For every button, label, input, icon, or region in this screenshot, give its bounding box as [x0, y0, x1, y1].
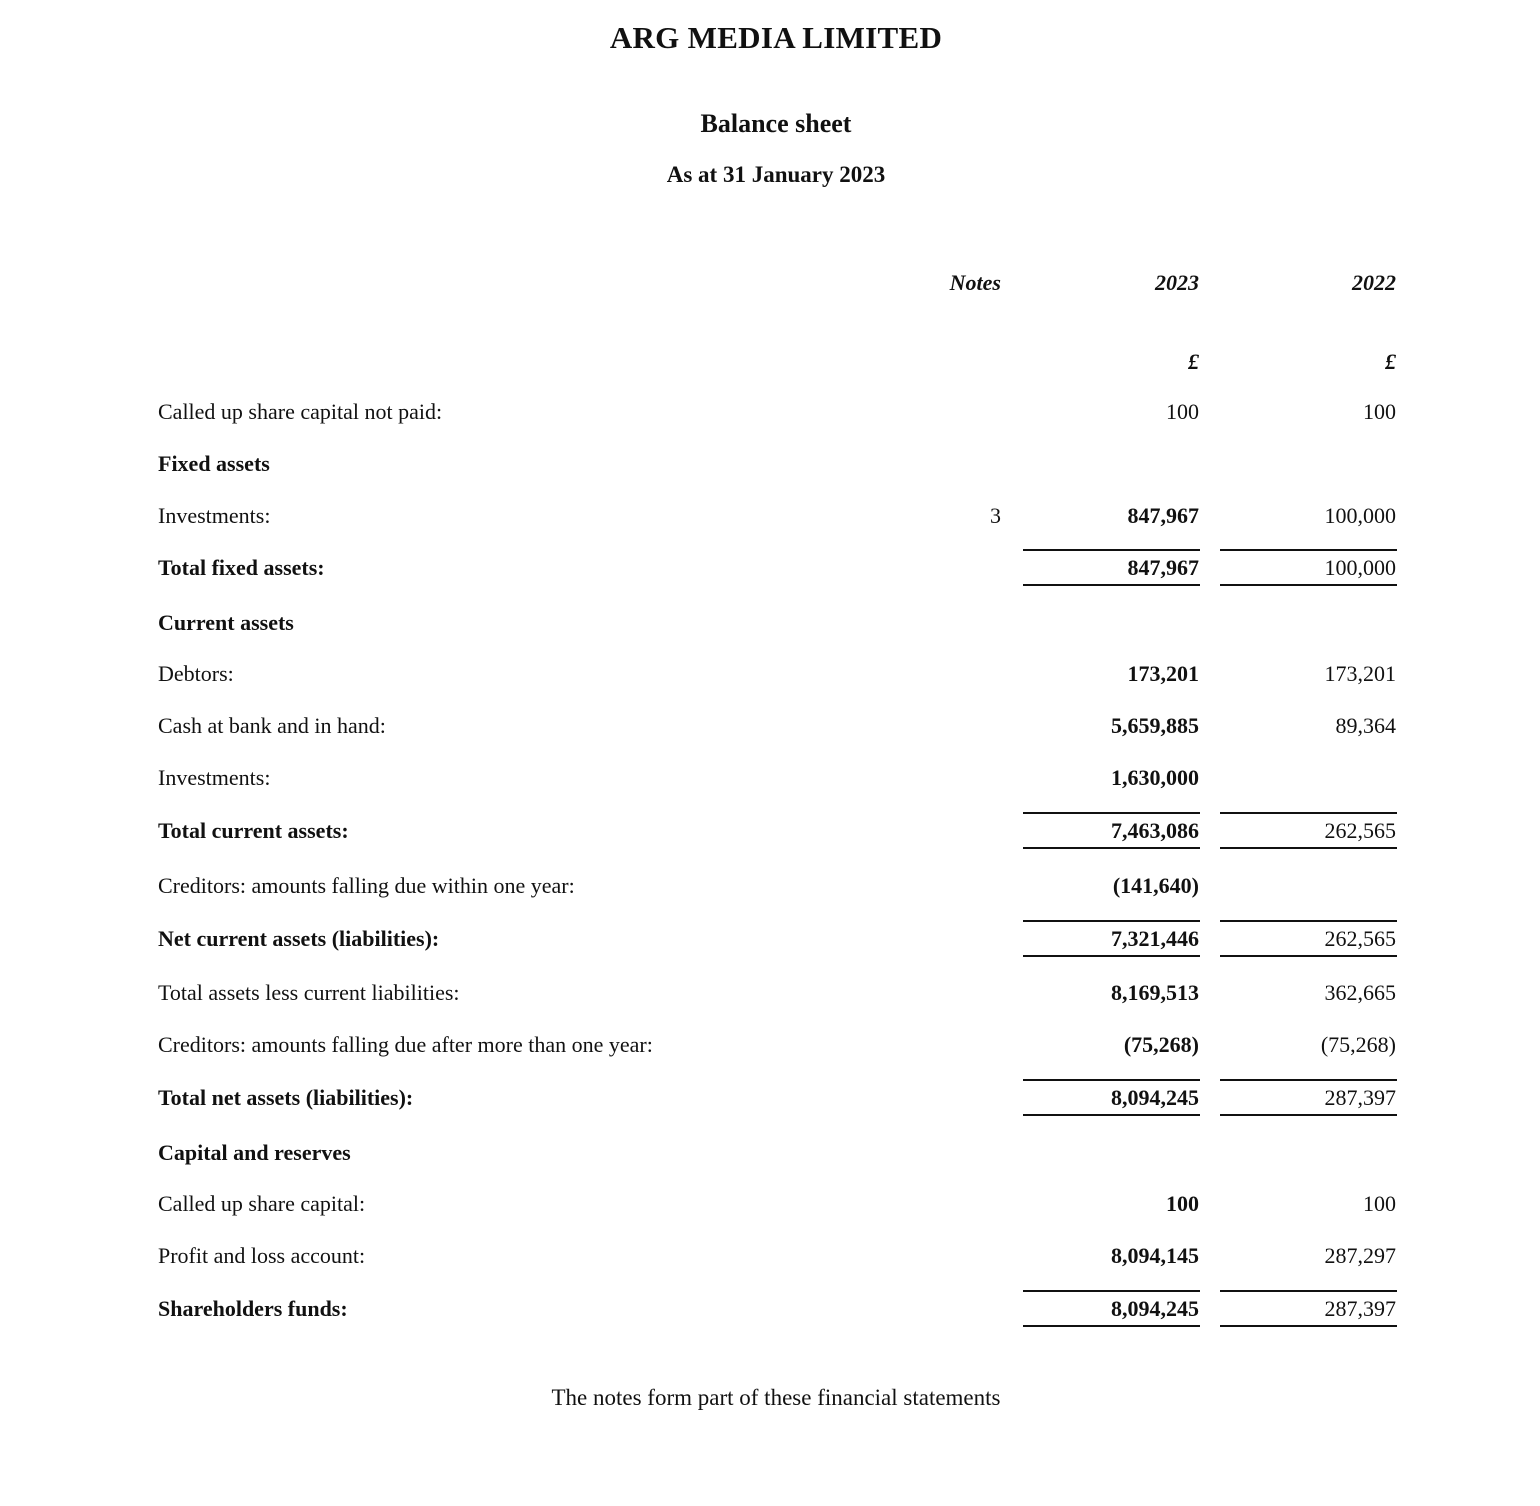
rule-line	[1220, 1290, 1397, 1292]
currency-2022: £	[1385, 349, 1396, 374]
value-2022: 262,565	[1324, 926, 1396, 951]
value-2023: 173,201	[1127, 661, 1199, 686]
rule-line	[1023, 955, 1200, 957]
value-2023: 7,463,086	[1111, 818, 1199, 843]
value-2022: (75,268)	[1320, 1032, 1396, 1057]
row-label: Cash at bank and in hand:	[158, 713, 386, 738]
column-header-2022: 2022	[1352, 270, 1396, 295]
row-label: Total assets less current liabilities:	[158, 980, 460, 1005]
value-2023: (75,268)	[1123, 1032, 1199, 1057]
rule-line	[1220, 1325, 1397, 1327]
row-label: Called up share capital not paid:	[158, 399, 443, 424]
value-2022: 173,201	[1324, 661, 1396, 686]
rule-line	[1023, 847, 1200, 849]
row-total-assets-less-cl	[0, 980, 1540, 1010]
rule-line	[1023, 1325, 1200, 1327]
value-2023: 8,169,513	[1111, 980, 1199, 1005]
rule-line	[1220, 955, 1397, 957]
row-total-current-assets	[0, 818, 1540, 848]
value-2023: 7,321,446	[1111, 926, 1199, 951]
row-net-current-assets	[0, 926, 1540, 956]
row-label: Net current assets (liabilities):	[158, 926, 440, 951]
note-ref: 3	[990, 503, 1001, 528]
row-label: Creditors: amounts falling due within one year:	[158, 873, 575, 898]
row-shareholders-funds	[0, 1296, 1540, 1326]
row-label: Profit and loss account:	[158, 1243, 366, 1268]
value-2023: 1,630,000	[1111, 765, 1199, 790]
section-heading: Fixed assets	[158, 451, 270, 476]
rule-line	[1023, 920, 1200, 922]
currency-2023: £	[1188, 349, 1199, 374]
row-creditors-within-year	[0, 873, 1540, 903]
row-label: Total current assets:	[158, 818, 349, 843]
footer-note: The notes form part of these financial statements	[551, 1385, 1001, 1410]
rule-line	[1220, 812, 1397, 814]
row-label: Called up share capital:	[158, 1191, 366, 1216]
rule-line	[1220, 1079, 1397, 1081]
value-2023: 847,967	[1127, 555, 1199, 580]
value-2022: 89,364	[1335, 713, 1396, 738]
row-label: Investments:	[158, 765, 271, 790]
rule-line	[1023, 812, 1200, 814]
row-called-up-share-capital	[0, 1191, 1540, 1221]
value-2023: 5,659,885	[1111, 713, 1199, 738]
rule-line	[1220, 584, 1397, 586]
value-2022: 100	[1363, 399, 1396, 424]
row-called-up-not-paid	[0, 399, 1540, 429]
section-capital-reserves	[0, 1140, 1540, 1170]
statement-date: As at 31 January 2023	[666, 162, 886, 187]
section-heading: Current assets	[158, 610, 294, 635]
section-current-assets	[0, 610, 1540, 640]
value-2022: 100,000	[1324, 555, 1396, 580]
row-current-investments	[0, 765, 1540, 795]
rule-line	[1220, 847, 1397, 849]
value-2022: 287,297	[1324, 1243, 1396, 1268]
rule-line	[1220, 920, 1397, 922]
value-2022: 287,397	[1324, 1296, 1396, 1321]
row-profit-loss	[0, 1243, 1540, 1273]
value-2022: 262,565	[1324, 818, 1396, 843]
row-fixed-investments	[0, 503, 1540, 533]
value-2022: 100	[1363, 1191, 1396, 1216]
value-2023: 100	[1166, 399, 1199, 424]
row-creditors-after-year	[0, 1032, 1540, 1062]
rule-line	[1023, 584, 1200, 586]
row-label: Total net assets (liabilities):	[158, 1085, 414, 1110]
value-2022: 362,665	[1324, 980, 1396, 1005]
row-label: Debtors:	[158, 661, 234, 686]
value-2023: 8,094,145	[1111, 1243, 1199, 1268]
rule-line	[1023, 549, 1200, 551]
section-heading: Capital and reserves	[158, 1140, 351, 1165]
column-header-notes: Notes	[949, 270, 1001, 295]
row-label: Creditors: amounts falling due after more than one year:	[158, 1032, 653, 1057]
rule-line	[1023, 1114, 1200, 1116]
rule-line	[1220, 549, 1397, 551]
statement-title: Balance sheet	[700, 109, 852, 138]
value-2022: 100,000	[1324, 503, 1396, 528]
row-label: Investments:	[158, 503, 271, 528]
value-2023: 8,094,245	[1111, 1296, 1199, 1321]
row-debtors	[0, 661, 1540, 691]
rule-line	[1220, 1114, 1397, 1116]
value-2023: 847,967	[1127, 503, 1199, 528]
row-cash	[0, 713, 1540, 743]
value-2022: 287,397	[1324, 1085, 1396, 1110]
row-total-net-assets	[0, 1085, 1540, 1115]
section-fixed-assets	[0, 451, 1540, 481]
value-2023: 8,094,245	[1111, 1085, 1199, 1110]
row-label: Shareholders funds:	[158, 1296, 348, 1321]
column-header-2023: 2023	[1155, 270, 1199, 295]
row-total-fixed-assets	[0, 555, 1540, 585]
rule-line	[1023, 1290, 1200, 1292]
value-2023: (141,640)	[1112, 873, 1199, 898]
row-label: Total fixed assets:	[158, 555, 325, 580]
value-2023: 100	[1166, 1191, 1199, 1216]
rule-line	[1023, 1079, 1200, 1081]
company-name: ARG MEDIA LIMITED	[609, 20, 943, 55]
